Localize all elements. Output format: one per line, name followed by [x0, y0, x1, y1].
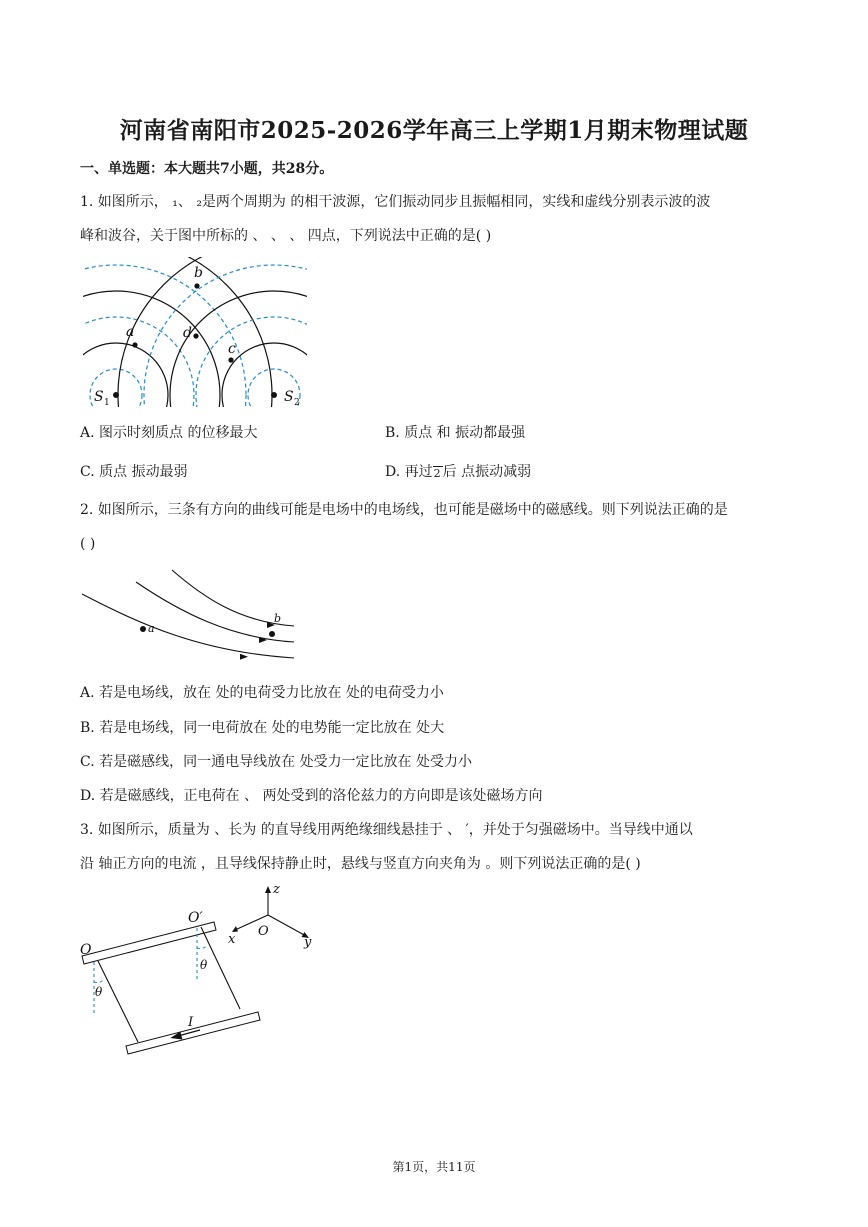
label-s1: S: [94, 389, 104, 405]
point-d-dot: [193, 333, 198, 338]
z-axis-label: z: [273, 882, 280, 897]
origin-label: O: [258, 924, 269, 939]
q3-hanging-wire-figure: [78, 878, 323, 1063]
source-s1-dot: [113, 392, 119, 398]
s2-solid-crests: [118, 255, 310, 410]
q2-stem-line1: 2. 如图所示，三条有方向的曲线可能是电场中的电场线，也可能是磁场中的磁感线。则下列说法正确的是: [80, 502, 728, 518]
point-c-dot: [228, 357, 233, 362]
label-s1-sub: 1: [104, 398, 110, 408]
x-axis-label: x: [228, 932, 236, 947]
point-o-label: O: [80, 942, 92, 958]
q1-option-d: [385, 461, 531, 481]
label-d: d: [183, 325, 192, 341]
section-heading: 一、单选题：本大题共7小题，共28分。: [80, 161, 334, 177]
q2-stem-line2: ( ): [80, 536, 96, 552]
top-support-rod: [82, 922, 216, 964]
field-line-lower: [82, 594, 294, 658]
theta-label-left: θ: [95, 985, 103, 999]
current-label: I: [188, 1015, 194, 1030]
page-title: 河南省南阳市2025-2026学年高三上学期1月期末物理试题: [119, 117, 749, 144]
q1-stem-line1: 1. 如图所示， ₁、 ₂是两个周期为 的相干波源，它们振动同步且振幅相同，实线和虚线分别表示波的波: [80, 194, 711, 210]
point-b-dot: [194, 283, 199, 288]
angle-arc-right: [197, 945, 207, 949]
q1-option-c: C. 质点 振动最弱: [80, 464, 188, 480]
coordinate-axes: [235, 890, 306, 936]
point-b-dot: [269, 631, 275, 637]
point-a-dot: [140, 626, 146, 632]
q2-option-d: D. 若是磁感线，正电荷在 、 两处受到的洛伦兹力的方向即是该处磁场方向: [80, 788, 543, 804]
q1-option-d-fraction: [433, 461, 443, 480]
q1-option-a: A. 图示时刻质点 的位移最大: [80, 425, 258, 441]
s1-solid-crests: [80, 255, 272, 410]
angle-arc-left: [94, 979, 104, 983]
point-o-prime-label: O′: [188, 910, 203, 926]
label-s2: S: [284, 389, 294, 405]
q2-option-c: C. 若是磁感线，同一通电导线放在 处受力一定比放在 处受力小: [80, 754, 473, 770]
point-a-dot: [132, 342, 137, 347]
q1-option-d-suffix: 后 点振动减弱: [442, 464, 532, 480]
q1-wave-interference-figure: [80, 255, 310, 410]
label-a: a: [148, 622, 155, 635]
source-s2-dot: [271, 392, 277, 398]
q1-option-b: B. 质点 和 振动都最强: [385, 425, 526, 441]
q3-stem-line2: 沿 轴正方向的电流 ，且导线保持静止时，悬线与竖直方向夹角为 。则下列说法正确的是( ): [80, 856, 641, 872]
label-a: a: [126, 324, 135, 340]
label-b: b: [274, 612, 282, 625]
theta-label-right: θ: [200, 958, 208, 972]
q3-stem-line1: 3. 如图所示，质量为 、长为 的直导线用两绝缘细线悬挂于 、 ′，并处于匀强磁场中。当导线中通以: [80, 822, 693, 838]
q2-option-a: A. 若是电场线，放在 处的电荷受力比放在 处的电荷受力小: [80, 685, 444, 701]
label-c: c: [228, 341, 236, 357]
label-b: b: [194, 265, 203, 281]
thread-left: [98, 961, 138, 1042]
arrow-lower: [240, 654, 248, 660]
q1-option-d-prefix: D. 再过: [385, 464, 433, 480]
q1-stem-line2: 峰和波谷，关于图中所标的 、 、 、 四点，下列说法中正确的是( ): [80, 228, 492, 244]
q2-field-lines-figure: [80, 568, 300, 668]
q2-option-b: B. 若是电场线，同一电荷放在 处的电势能一定比放在 处大: [80, 720, 445, 736]
q1-option-d-denominator: 2: [433, 467, 441, 480]
z-axis-arrow: [265, 886, 271, 893]
y-axis-label: y: [304, 935, 312, 950]
label-s2-sub: 2: [294, 398, 300, 408]
page-footer: 第1页，共11页: [392, 1160, 476, 1174]
